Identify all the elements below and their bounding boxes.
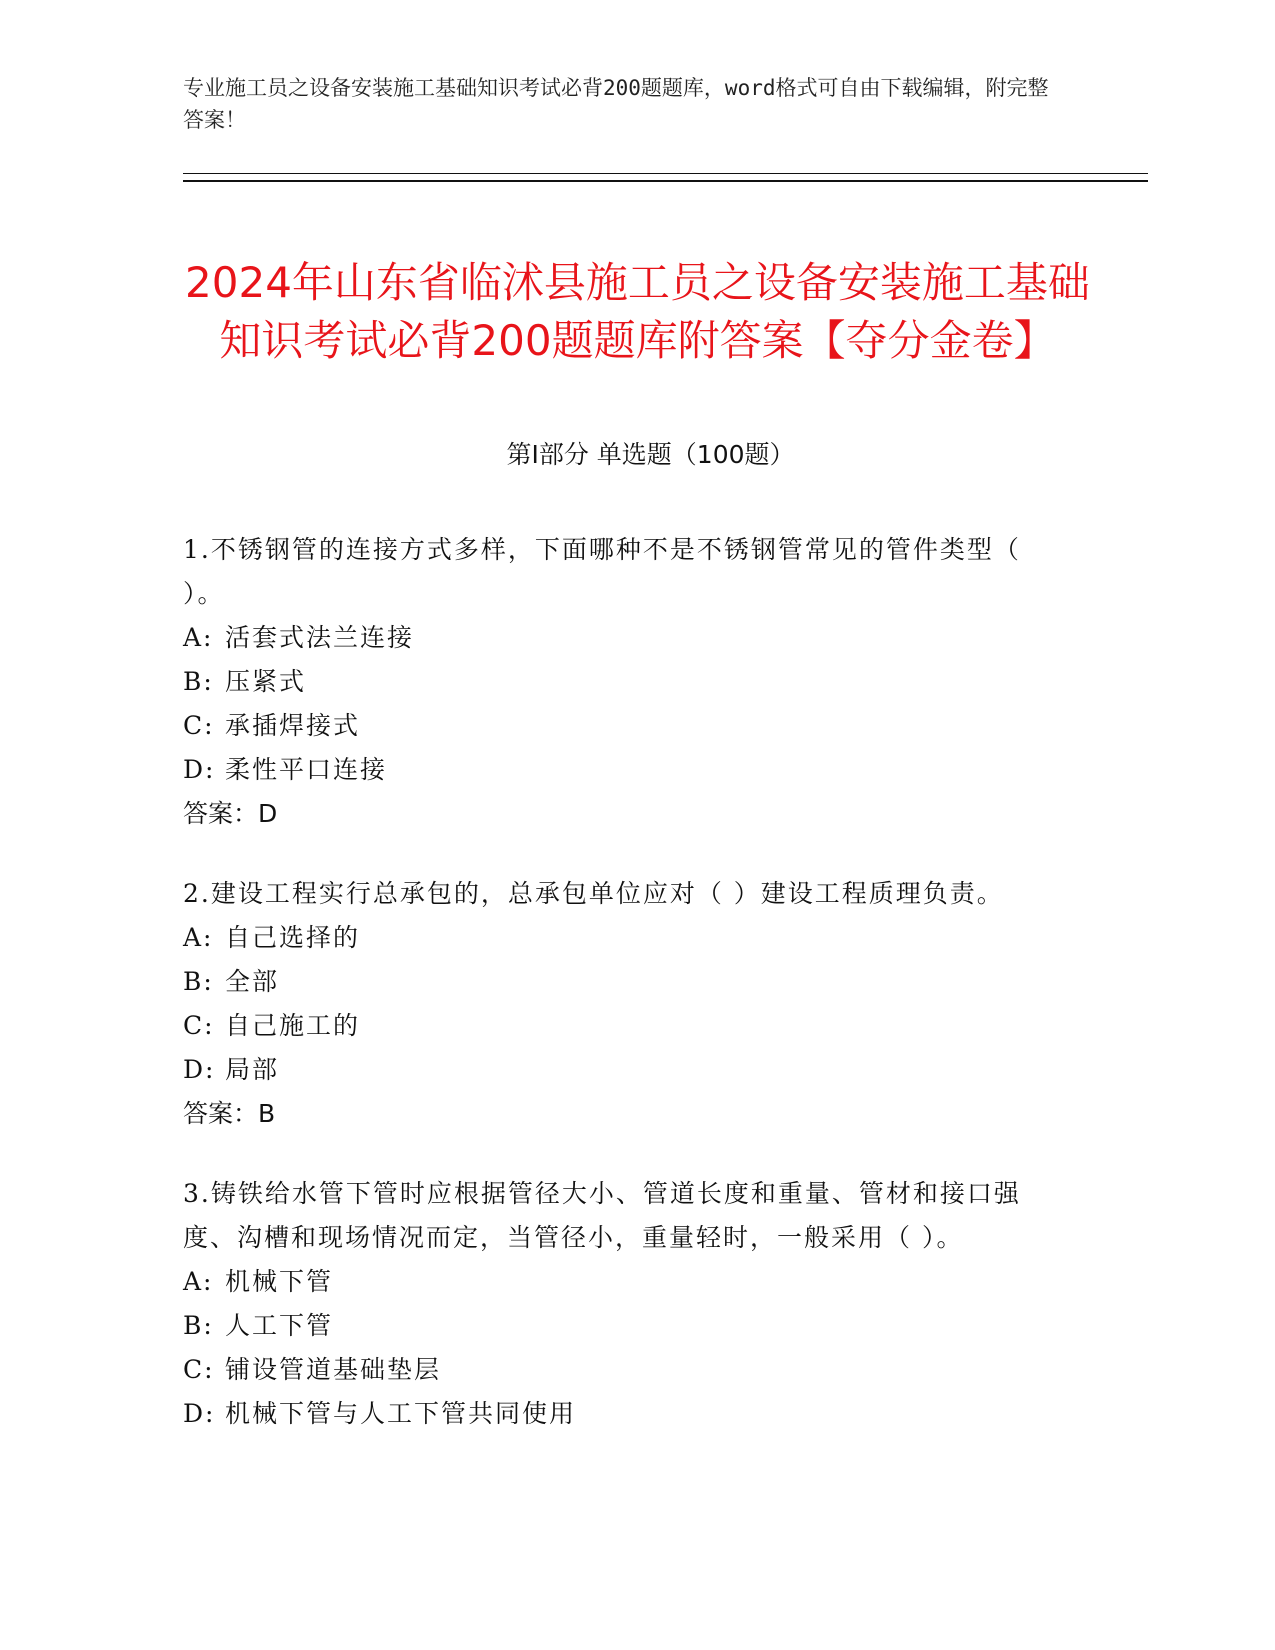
option-key: B:: [183, 667, 214, 696]
option-key: C:: [183, 711, 215, 740]
question-list: [183, 528, 1063, 1472]
option-d: [183, 1392, 1063, 1436]
option-text: 机械下管: [225, 1267, 334, 1296]
option-key: D:: [183, 755, 216, 784]
option-d: [183, 1048, 1063, 1092]
answer-line: 答案：B: [183, 1099, 276, 1128]
option-b: [183, 960, 1063, 1004]
option-text: 人工下管: [225, 1311, 334, 1340]
answer-line: 答案：D: [183, 799, 278, 828]
option-text: 自己施工的: [225, 1011, 361, 1040]
option-c: [183, 1004, 1063, 1048]
option-text: 压紧式: [225, 667, 307, 696]
option-key: C:: [183, 1011, 215, 1040]
option-b: [183, 660, 1063, 704]
option-d: [183, 748, 1063, 792]
option-text: 自己选择的: [225, 923, 361, 952]
option-a: [183, 616, 1063, 660]
option-c: [183, 1348, 1063, 1392]
option-key: C:: [183, 1355, 215, 1384]
option-key: D:: [183, 1055, 216, 1084]
question-3: [183, 1172, 1063, 1436]
option-text: 活套式法兰连接: [225, 623, 415, 652]
option-text: 机械下管与人工下管共同使用: [225, 1399, 577, 1428]
header-note: 专业施工员之设备安装施工基础知识考试必背200题题库，word格式可自由下载编辑，附完整答案！: [183, 76, 1049, 132]
question-stem: 3.铸铁给水管下管时应根据管径大小、管道长度和重量、管材和接口强度、沟槽和现场情况而定，当管径小，重量轻时，一般采用（ ）。: [183, 1179, 1021, 1252]
option-a: [183, 1260, 1063, 1304]
document-title: 2024年山东省临沭县施工员之设备安装施工基础知识考试必背200题题库附答案【夺分金卷】: [185, 258, 1090, 366]
question-1: [183, 528, 1063, 836]
option-key: A:: [183, 923, 214, 952]
option-text: 柔性平口连接: [225, 755, 388, 784]
header-divider-thick: [183, 180, 1148, 182]
section-heading: 第I部分 单选题（100题）: [506, 440, 795, 469]
header-divider-thin: [183, 173, 1148, 174]
option-c: [183, 704, 1063, 748]
option-text: 全部: [225, 967, 280, 996]
option-key: B:: [183, 967, 214, 996]
option-b: [183, 1304, 1063, 1348]
question-stem: 1.不锈钢管的连接方式多样，下面哪种不是不锈钢管常见的管件类型（ ）。: [183, 535, 1021, 608]
question-stem: 2.建设工程实行总承包的，总承包单位应对（ ）建设工程质理负责。: [183, 879, 1004, 908]
option-a: [183, 916, 1063, 960]
option-key: A:: [183, 1267, 214, 1296]
option-key: B:: [183, 1311, 214, 1340]
option-text: 铺设管道基础垫层: [225, 1355, 442, 1384]
question-2: [183, 872, 1063, 1136]
option-key: A:: [183, 623, 214, 652]
option-key: D:: [183, 1399, 216, 1428]
option-text: 局部: [225, 1055, 280, 1084]
option-text: 承插焊接式: [225, 711, 361, 740]
